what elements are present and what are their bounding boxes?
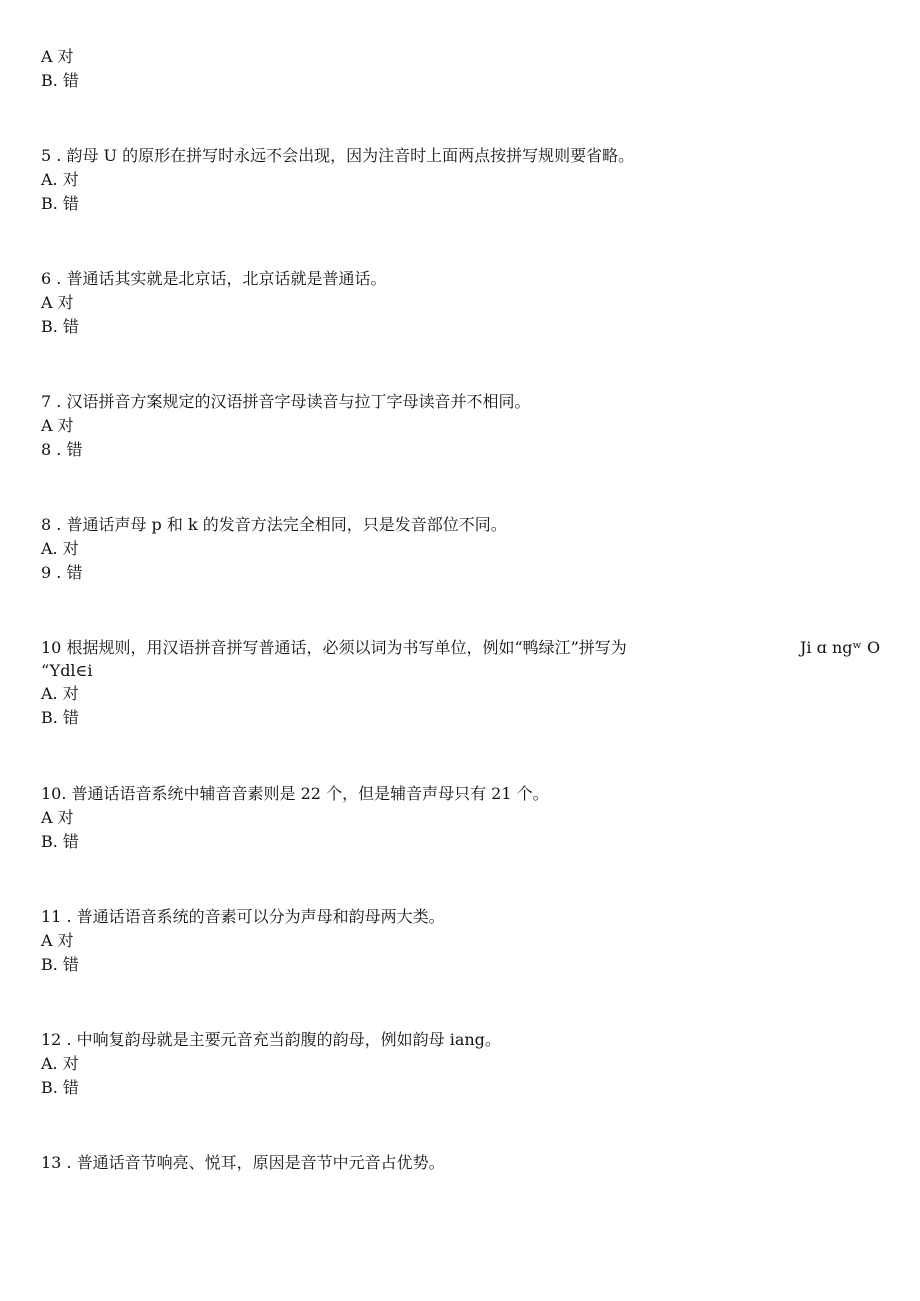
question-12: 12 . 中响复韵母就是主要元音充当韵腹的韵母，例如韵母 iang。 <box>41 1030 501 1049</box>
option-a-q7: A 对 <box>41 416 74 435</box>
option-a-q10a: A. 对 <box>41 684 79 703</box>
option-b-q10b: B. 错 <box>41 832 79 851</box>
option-a-q5: A. 对 <box>41 170 79 189</box>
option-b-q12: B. 错 <box>41 1078 79 1097</box>
option-b-q11: B. 错 <box>41 955 79 974</box>
question-11: 11 . 普通话语音系统的音素可以分为声母和韵母两大类。 <box>41 907 445 926</box>
option-a-q11: A 对 <box>41 931 74 950</box>
question-13: 13 . 普通话音节响亮、悦耳，原因是音节中元音占优势。 <box>41 1153 445 1172</box>
pinyin-fragment: Ji ɑ ngʷ O <box>800 638 881 657</box>
option-a-q6: A 对 <box>41 293 74 312</box>
option-b-q4: B. 错 <box>41 71 79 90</box>
question-10a-continuation: “Ydl∈i <box>41 661 93 680</box>
option-b-q10a: B. 错 <box>41 708 79 727</box>
option-b-q7: 8 . 错 <box>41 440 83 459</box>
option-a-q4: A 对 <box>41 47 74 66</box>
option-a-q12: A. 对 <box>41 1054 79 1073</box>
option-b-q8: 9 . 错 <box>41 563 83 582</box>
question-6: 6 . 普通话其实就是北京话，北京话就是普通话。 <box>41 269 387 288</box>
question-5: 5 . 韵母 U 的原形在拼写时永远不会出现，因为注音时上面两点按拼写规则要省略。 <box>41 146 635 165</box>
question-8: 8 . 普通话声母 p 和 k 的发音方法完全相同，只是发音部位不同。 <box>41 515 507 534</box>
question-10a: 10 根据规则，用汉语拼音拼写普通话，必须以词为书写单位，例如“鸭绿江”拼写为 <box>41 638 627 657</box>
question-7: 7 . 汉语拼音方案规定的汉语拼音字母读音与拉丁字母读音并不相同。 <box>41 392 531 411</box>
question-10b: 10. 普通话语音系统中辅音音素则是 22 个，但是辅音声母只有 21 个。 <box>41 784 549 803</box>
option-a-q10b: A 对 <box>41 808 74 827</box>
option-b-q6: B. 错 <box>41 317 79 336</box>
option-a-q8: A. 对 <box>41 539 79 558</box>
option-b-q5: B. 错 <box>41 194 79 213</box>
